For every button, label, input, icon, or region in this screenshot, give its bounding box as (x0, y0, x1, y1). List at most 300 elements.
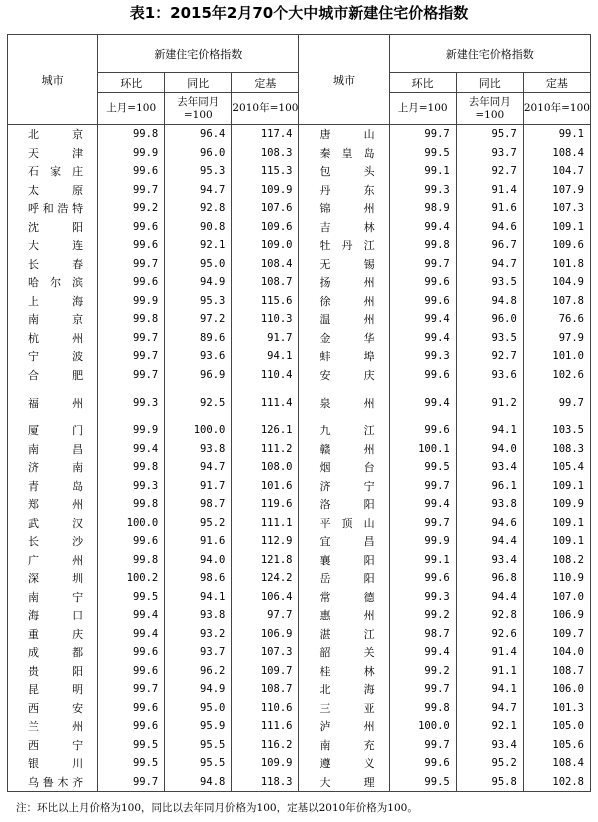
yoy-cell-left: 94.8 (165, 773, 232, 792)
mom-cell-right: 99.5 (389, 144, 456, 163)
fixed-cell-left: 108.7 (232, 273, 299, 292)
mom-cell-right: 99.6 (389, 569, 456, 588)
city-cell-right: 洛阳 (299, 495, 389, 514)
mom-cell-right: 98.7 (389, 625, 456, 644)
fixed-cell-left: 107.6 (232, 199, 299, 218)
city-cell-right: 三亚 (299, 699, 389, 718)
mom-cell-left: 99.3 (98, 477, 165, 496)
fixed-cell-left: 108.0 (232, 458, 299, 477)
mom-cell-right: 99.5 (389, 773, 456, 792)
fixed-cell-left: 108.7 (232, 680, 299, 699)
yoy-cell-right: 91.2 (456, 384, 523, 421)
city-cell-right: 包头 (299, 162, 389, 181)
city-cell-left: 海口 (8, 606, 98, 625)
yoy-cell-right: 94.6 (456, 218, 523, 237)
yoy-cell-right: 92.7 (456, 347, 523, 366)
yoy-cell-left: 92.5 (165, 384, 232, 421)
fixed-cell-right: 108.7 (523, 662, 590, 681)
mom-cell-left: 100.0 (98, 514, 165, 533)
fixed-cell-right: 105.6 (523, 736, 590, 755)
fixed-cell-right: 108.4 (523, 144, 590, 163)
yoy-cell-left: 94.9 (165, 273, 232, 292)
city-cell-left: 南宁 (8, 588, 98, 607)
mom-cell-left: 99.8 (98, 495, 165, 514)
city-cell-right: 锦州 (299, 199, 389, 218)
yoy-cell-left: 94.7 (165, 458, 232, 477)
fixed-cell-left: 106.9 (232, 625, 299, 644)
city-cell-left: 太原 (8, 181, 98, 200)
fixed-cell-right: 108.3 (523, 440, 590, 459)
table-row (8, 199, 591, 218)
mom-cell-right: 99.7 (389, 255, 456, 274)
fixed-cell-right: 106.9 (523, 606, 590, 625)
yoy-cell-right: 96.1 (456, 477, 523, 496)
yoy-cell-left: 95.9 (165, 717, 232, 736)
fixed-cell-right: 108.4 (523, 754, 590, 773)
city-cell-right: 烟台 (299, 458, 389, 477)
fixed-cell-left: 107.3 (232, 643, 299, 662)
yoy-cell-right: 94.7 (456, 255, 523, 274)
mom-cell-left: 99.7 (98, 366, 165, 385)
mom-cell-right: 99.8 (389, 236, 456, 255)
mom-cell-right: 99.4 (389, 329, 456, 348)
yoy-cell-right: 93.4 (456, 458, 523, 477)
city-cell-left: 宁波 (8, 347, 98, 366)
table-body (8, 125, 591, 792)
city-cell-left: 长春 (8, 255, 98, 274)
mom-cell-left: 99.8 (98, 551, 165, 570)
fixed-cell-left: 109.0 (232, 236, 299, 255)
yoy-cell-right: 94.4 (456, 532, 523, 551)
fixed-cell-right: 109.1 (523, 477, 590, 496)
mom-cell-right: 99.6 (389, 754, 456, 773)
table-row (8, 236, 591, 255)
mom-cell-right: 99.7 (389, 680, 456, 699)
city-cell-right: 南充 (299, 736, 389, 755)
fixed-cell-right: 107.8 (523, 292, 590, 311)
mom-cell-right: 99.2 (389, 662, 456, 681)
fixed-cell-right: 109.6 (523, 236, 590, 255)
fixed-cell-left: 111.4 (232, 384, 299, 421)
fixed-cell-left: 112.9 (232, 532, 299, 551)
yoy-cell-right: 92.1 (456, 717, 523, 736)
city-cell-right: 韶关 (299, 643, 389, 662)
city-cell-left: 沈阳 (8, 218, 98, 237)
yoy-cell-left: 95.3 (165, 292, 232, 311)
mom-cell-left: 99.4 (98, 606, 165, 625)
table-row (8, 292, 591, 311)
fixed-cell-left: 115.3 (232, 162, 299, 181)
yoy-cell-right: 93.7 (456, 144, 523, 163)
yoy-cell-left: 93.8 (165, 440, 232, 459)
yoy-cell-right: 92.6 (456, 625, 523, 644)
table-row (8, 662, 591, 681)
yoy-cell-left: 97.2 (165, 310, 232, 329)
city-cell-left: 石家庄 (8, 162, 98, 181)
yoy-cell-left: 94.9 (165, 680, 232, 699)
city-cell-right: 北海 (299, 680, 389, 699)
table-row (8, 162, 591, 181)
city-cell-right: 扬州 (299, 273, 389, 292)
fixed-cell-left: 117.4 (232, 125, 299, 144)
table-row (8, 255, 591, 274)
table-row (8, 717, 591, 736)
fixed-cell-left: 121.8 (232, 551, 299, 570)
fixed-cell-right: 107.3 (523, 199, 590, 218)
fixed-cell-right: 109.1 (523, 218, 590, 237)
yoy-cell-right: 94.0 (456, 440, 523, 459)
mom-cell-right: 99.7 (389, 125, 456, 144)
yoy-cell-right: 93.6 (456, 366, 523, 385)
city-cell-left: 天津 (8, 144, 98, 163)
yoy-cell-left: 98.7 (165, 495, 232, 514)
yoy-cell-right: 94.1 (456, 421, 523, 440)
mom-cell-left: 99.6 (98, 162, 165, 181)
fixed-cell-left: 109.9 (232, 181, 299, 200)
city-cell-right: 大理 (299, 773, 389, 792)
mom-cell-left: 99.8 (98, 458, 165, 477)
city-cell-left: 武汉 (8, 514, 98, 533)
mom-cell-left: 99.6 (98, 699, 165, 718)
mom-cell-left: 99.6 (98, 643, 165, 662)
table-row (8, 125, 591, 144)
yoy-cell-left: 91.6 (165, 532, 232, 551)
mom-cell-right: 99.8 (389, 699, 456, 718)
city-cell-left: 长沙 (8, 532, 98, 551)
city-cell-right: 温州 (299, 310, 389, 329)
table-row (8, 569, 591, 588)
yoy-cell-left: 93.8 (165, 606, 232, 625)
yoy-cell-left: 93.6 (165, 347, 232, 366)
fixed-cell-right: 103.5 (523, 421, 590, 440)
city-cell-right: 宜昌 (299, 532, 389, 551)
fixed-cell-right: 104.9 (523, 273, 590, 292)
yoy-cell-right: 91.4 (456, 643, 523, 662)
yoy-cell-right: 92.8 (456, 606, 523, 625)
mom-cell-right: 99.3 (389, 347, 456, 366)
city-cell-right: 襄阳 (299, 551, 389, 570)
mom-cell-right: 100.0 (389, 717, 456, 736)
mom-cell-left: 99.6 (98, 717, 165, 736)
city-cell-right: 唐山 (299, 125, 389, 144)
fixed-cell-right: 109.7 (523, 625, 590, 644)
fixed-cell-left: 110.6 (232, 699, 299, 718)
mom-cell-left: 99.5 (98, 754, 165, 773)
fixed-cell-right: 102.6 (523, 366, 590, 385)
mom-cell-right: 99.3 (389, 181, 456, 200)
fixed-cell-left: 108.4 (232, 255, 299, 274)
table-row (8, 625, 591, 644)
mom-cell-left: 99.6 (98, 662, 165, 681)
table-row (8, 384, 591, 421)
yoy-cell-right: 96.8 (456, 569, 523, 588)
city-cell-right: 九江 (299, 421, 389, 440)
fixed-cell-right: 108.2 (523, 551, 590, 570)
table-row (8, 699, 591, 718)
mom-cell-left: 99.6 (98, 236, 165, 255)
mom-cell-right: 100.1 (389, 440, 456, 459)
fixed-cell-left: 101.6 (232, 477, 299, 496)
mom-cell-left: 99.4 (98, 625, 165, 644)
fixed-cell-right: 97.9 (523, 329, 590, 348)
yoy-cell-left: 94.0 (165, 551, 232, 570)
yoy-cell-left: 91.7 (165, 477, 232, 496)
mom-cell-right: 99.1 (389, 551, 456, 570)
city-cell-right: 泸州 (299, 717, 389, 736)
city-cell-left: 贵阳 (8, 662, 98, 681)
table-row (8, 421, 591, 440)
city-cell-right: 湛江 (299, 625, 389, 644)
fixed-cell-right: 99.7 (523, 384, 590, 421)
fixed-cell-right: 99.1 (523, 125, 590, 144)
yoy-cell-right: 93.4 (456, 736, 523, 755)
index-group-header-right: 新建住宅价格指数 (389, 35, 590, 73)
city-cell-left: 成都 (8, 643, 98, 662)
fixed-cell-left: 109.7 (232, 662, 299, 681)
mom-cell-left: 100.2 (98, 569, 165, 588)
fixed-base-left: 2010年=100 (232, 93, 299, 125)
yoy-cell-left: 95.0 (165, 255, 232, 274)
city-cell-left: 深圳 (8, 569, 98, 588)
fixed-cell-right: 101.3 (523, 699, 590, 718)
city-cell-right: 蚌埠 (299, 347, 389, 366)
fixed-cell-left: 110.3 (232, 310, 299, 329)
city-cell-right: 泉州 (299, 384, 389, 421)
city-cell-right: 无锡 (299, 255, 389, 274)
fixed-cell-left: 116.2 (232, 736, 299, 755)
city-cell-left: 兰州 (8, 717, 98, 736)
table-row (8, 736, 591, 755)
mom-cell-right: 99.4 (389, 495, 456, 514)
yoy-cell-right: 91.6 (456, 199, 523, 218)
fixed-cell-right: 109.1 (523, 514, 590, 533)
city-cell-right: 遵义 (299, 754, 389, 773)
yoy-cell-right: 95.2 (456, 754, 523, 773)
yoy-cell-left: 93.7 (165, 643, 232, 662)
fixed-cell-left: 97.7 (232, 606, 299, 625)
table-row (8, 310, 591, 329)
mom-base-right: 上月=100 (389, 93, 456, 125)
mom-header-right: 环比 (389, 73, 456, 93)
yoy-cell-left: 95.3 (165, 162, 232, 181)
table-row (8, 218, 591, 237)
city-cell-left: 哈尔滨 (8, 273, 98, 292)
fixed-cell-left: 119.6 (232, 495, 299, 514)
table-row (8, 551, 591, 570)
table-row (8, 606, 591, 625)
mom-cell-left: 99.9 (98, 144, 165, 163)
city-header-left: 城市 (8, 35, 98, 125)
fixed-cell-left: 108.3 (232, 144, 299, 163)
city-cell-left: 南京 (8, 310, 98, 329)
city-cell-right: 安庆 (299, 366, 389, 385)
city-cell-left: 合肥 (8, 366, 98, 385)
fixed-cell-right: 109.9 (523, 495, 590, 514)
city-cell-right: 金华 (299, 329, 389, 348)
table-row (8, 366, 591, 385)
yoy-cell-right: 93.8 (456, 495, 523, 514)
yoy-cell-right: 95.8 (456, 773, 523, 792)
mom-cell-left: 99.8 (98, 310, 165, 329)
mom-cell-right: 99.7 (389, 477, 456, 496)
yoy-cell-right: 93.5 (456, 329, 523, 348)
fixed-cell-left: 115.6 (232, 292, 299, 311)
yoy-cell-right: 93.5 (456, 273, 523, 292)
city-cell-right: 平顶山 (299, 514, 389, 533)
table-row (8, 347, 591, 366)
table-row (8, 773, 591, 792)
mom-cell-left: 99.5 (98, 588, 165, 607)
city-cell-right: 吉林 (299, 218, 389, 237)
mom-cell-right: 99.4 (389, 218, 456, 237)
mom-cell-right: 99.6 (389, 292, 456, 311)
city-cell-right: 牡丹江 (299, 236, 389, 255)
mom-cell-right: 99.6 (389, 273, 456, 292)
fixed-cell-right: 105.4 (523, 458, 590, 477)
mom-cell-left: 99.7 (98, 255, 165, 274)
fixed-cell-left: 124.2 (232, 569, 299, 588)
city-cell-left: 广州 (8, 551, 98, 570)
fixed-cell-left: 91.7 (232, 329, 299, 348)
city-cell-left: 呼和浩特 (8, 199, 98, 218)
index-group-header-left: 新建住宅价格指数 (98, 35, 299, 73)
yoy-cell-left: 93.2 (165, 625, 232, 644)
city-cell-right: 惠州 (299, 606, 389, 625)
mom-cell-left: 99.8 (98, 125, 165, 144)
mom-cell-right: 99.7 (389, 736, 456, 755)
table-row (8, 754, 591, 773)
table-title: 表1：2015年2月70个大中城市新建住宅价格指数 (129, 4, 469, 22)
mom-cell-right: 99.4 (389, 310, 456, 329)
city-cell-left: 福州 (8, 384, 98, 421)
mom-cell-right: 99.6 (389, 421, 456, 440)
yoy-cell-right: 94.4 (456, 588, 523, 607)
fixed-cell-right: 107.0 (523, 588, 590, 607)
mom-cell-left: 99.9 (98, 292, 165, 311)
yoy-cell-right: 94.1 (456, 680, 523, 699)
mom-cell-right: 99.6 (389, 366, 456, 385)
fixed-cell-right: 107.9 (523, 181, 590, 200)
mom-cell-left: 99.3 (98, 384, 165, 421)
yoy-cell-left: 89.6 (165, 329, 232, 348)
fixed-header-right: 定基 (523, 73, 590, 93)
yoy-cell-left: 96.0 (165, 144, 232, 163)
yoy-cell-right: 94.6 (456, 514, 523, 533)
yoy-cell-left: 92.8 (165, 199, 232, 218)
mom-cell-right: 99.4 (389, 643, 456, 662)
city-cell-left: 重庆 (8, 625, 98, 644)
city-cell-right: 岳阳 (299, 569, 389, 588)
yoy-base-left: 去年同月=100 (165, 93, 232, 125)
table-row (8, 458, 591, 477)
mom-cell-left: 99.6 (98, 532, 165, 551)
table-note: 注：环比以上月价格为100，同比以去年同月价格为100，定基以2010年价格为100。 (16, 802, 418, 814)
mom-cell-right: 99.3 (389, 588, 456, 607)
fixed-cell-left: 109.6 (232, 218, 299, 237)
mom-base-left: 上月=100 (98, 93, 165, 125)
yoy-cell-right: 93.4 (456, 551, 523, 570)
fixed-cell-left: 110.4 (232, 366, 299, 385)
city-cell-left: 厦门 (8, 421, 98, 440)
yoy-cell-left: 94.1 (165, 588, 232, 607)
fixed-cell-right: 105.0 (523, 717, 590, 736)
city-cell-right: 桂林 (299, 662, 389, 681)
mom-cell-left: 99.7 (98, 181, 165, 200)
table-row (8, 440, 591, 459)
yoy-cell-right: 91.1 (456, 662, 523, 681)
yoy-cell-left: 92.1 (165, 236, 232, 255)
fixed-cell-right: 106.0 (523, 680, 590, 699)
table-row (8, 181, 591, 200)
mom-cell-left: 99.6 (98, 273, 165, 292)
mom-cell-left: 99.7 (98, 329, 165, 348)
yoy-cell-left: 98.6 (165, 569, 232, 588)
table-row (8, 514, 591, 533)
yoy-cell-left: 95.5 (165, 736, 232, 755)
mom-cell-left: 99.5 (98, 736, 165, 755)
city-cell-left: 西安 (8, 699, 98, 718)
yoy-cell-right: 94.8 (456, 292, 523, 311)
city-cell-left: 北京 (8, 125, 98, 144)
mom-cell-right: 99.4 (389, 384, 456, 421)
fixed-cell-left: 94.1 (232, 347, 299, 366)
fixed-cell-left: 118.3 (232, 773, 299, 792)
yoy-cell-right: 95.7 (456, 125, 523, 144)
fixed-cell-left: 109.9 (232, 754, 299, 773)
mom-cell-left: 99.7 (98, 347, 165, 366)
mom-cell-left: 99.6 (98, 218, 165, 237)
fixed-cell-right: 104.0 (523, 643, 590, 662)
table-row (8, 532, 591, 551)
mom-cell-right: 99.5 (389, 458, 456, 477)
fixed-cell-left: 111.2 (232, 440, 299, 459)
yoy-cell-right: 96.7 (456, 236, 523, 255)
mom-cell-right: 99.1 (389, 162, 456, 181)
fixed-cell-left: 126.1 (232, 421, 299, 440)
city-cell-left: 杭州 (8, 329, 98, 348)
yoy-cell-left: 100.0 (165, 421, 232, 440)
mom-header-left: 环比 (98, 73, 165, 93)
city-cell-right: 徐州 (299, 292, 389, 311)
city-cell-left: 银川 (8, 754, 98, 773)
yoy-cell-left: 95.5 (165, 754, 232, 773)
fixed-cell-right: 110.9 (523, 569, 590, 588)
yoy-base-right: 去年同月=100 (456, 93, 523, 125)
mom-cell-left: 99.2 (98, 199, 165, 218)
city-cell-right: 赣州 (299, 440, 389, 459)
city-cell-left: 乌鲁木齐 (8, 773, 98, 792)
price-index-table (7, 34, 591, 792)
fixed-header-left: 定基 (232, 73, 299, 93)
city-cell-right: 济宁 (299, 477, 389, 496)
yoy-cell-right: 96.0 (456, 310, 523, 329)
yoy-cell-left: 94.7 (165, 181, 232, 200)
table-row (8, 329, 591, 348)
mom-cell-left: 99.4 (98, 440, 165, 459)
yoy-header-right: 同比 (456, 73, 523, 93)
fixed-cell-left: 111.1 (232, 514, 299, 533)
yoy-header-left: 同比 (165, 73, 232, 93)
city-cell-left: 济南 (8, 458, 98, 477)
table-row (8, 588, 591, 607)
mom-cell-left: 99.9 (98, 421, 165, 440)
fixed-base-right: 2010年=100 (523, 93, 590, 125)
city-cell-left: 大连 (8, 236, 98, 255)
table-row (8, 643, 591, 662)
fixed-cell-left: 111.6 (232, 717, 299, 736)
yoy-cell-left: 95.2 (165, 514, 232, 533)
mom-cell-right: 98.9 (389, 199, 456, 218)
